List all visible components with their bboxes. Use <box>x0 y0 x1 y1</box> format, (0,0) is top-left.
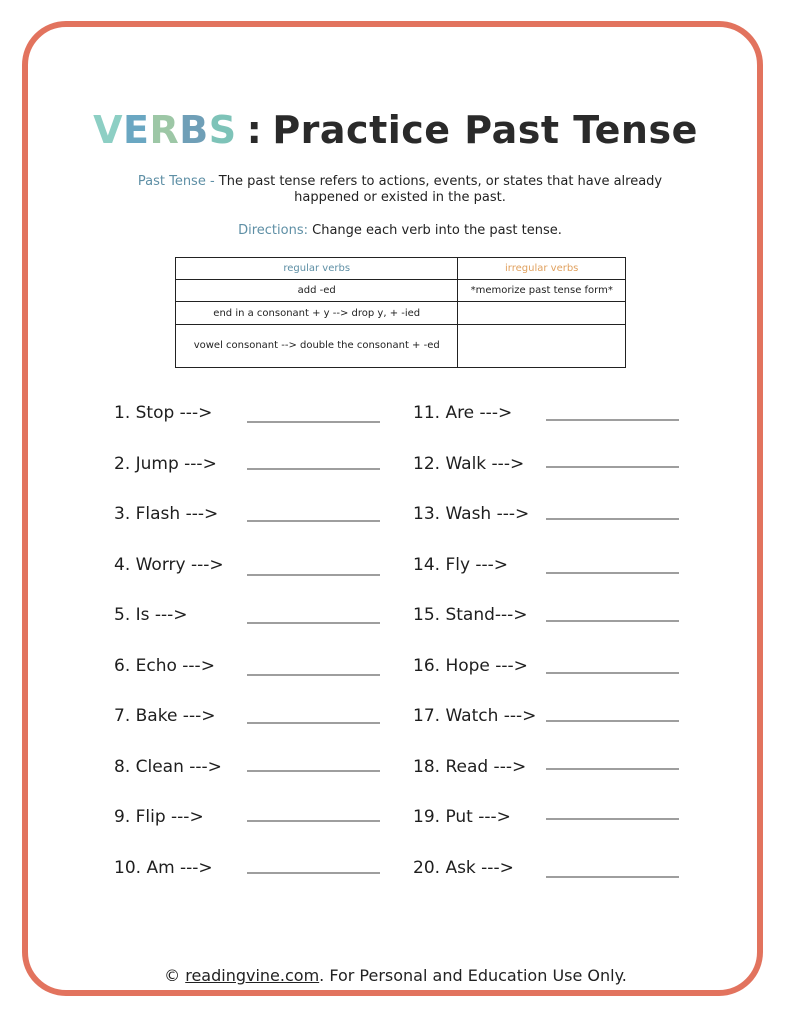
definition <box>120 174 680 206</box>
exercise-item-14: 14. Fly ---> <box>413 555 509 575</box>
footer <box>0 966 791 985</box>
answer-blank-3[interactable] <box>247 520 380 522</box>
answer-blank-5[interactable] <box>247 622 380 624</box>
table-row <box>176 324 626 367</box>
exercise-item-1: 1. Stop ---> <box>114 403 213 423</box>
directions-text: Change each verb into the past tense. <box>312 223 562 238</box>
exercise-item-7: 7. Bake ---> <box>114 706 216 726</box>
title-separator: : <box>246 108 263 152</box>
answer-blank-6[interactable] <box>247 674 380 676</box>
title-letter: B <box>179 108 209 152</box>
answer-blank-14[interactable] <box>546 572 679 574</box>
answer-blank-20[interactable] <box>546 876 679 878</box>
exercise-item-4: 4. Worry ---> <box>114 555 224 575</box>
answer-blank-17[interactable] <box>546 720 679 722</box>
definition-text: The past tense refers to actions, events, or states that have already happened or existed in the past. <box>218 174 663 205</box>
directions <box>120 223 680 238</box>
footer-text: . For Personal and Education Use Only. <box>319 966 627 985</box>
answer-blank-4[interactable] <box>247 574 380 576</box>
title-letter: E <box>123 108 150 152</box>
directions-label: Directions: <box>238 223 308 238</box>
exercise-item-15: 15. Stand---> <box>413 605 528 625</box>
answer-blank-2[interactable] <box>247 468 380 470</box>
exercise-item-5: 5. Is ---> <box>114 605 188 625</box>
title-letter: R <box>149 108 180 152</box>
answer-blank-18[interactable] <box>546 768 679 770</box>
exercise-item-8: 8. Clean ---> <box>114 757 222 777</box>
title-subtitle: Practice Past Tense <box>272 108 698 152</box>
exercise-item-20: 20. Ask ---> <box>413 858 514 878</box>
header-irregular-verbs: irregular verbs <box>458 258 626 280</box>
table-cell <box>458 302 626 324</box>
table-cell: add -ed <box>176 280 458 302</box>
page-title <box>0 108 791 152</box>
answer-blank-15[interactable] <box>546 620 679 622</box>
exercise-item-10: 10. Am ---> <box>114 858 213 878</box>
title-letter: V <box>93 108 124 152</box>
exercise-item-17: 17. Watch ---> <box>413 706 537 726</box>
answer-blank-7[interactable] <box>247 722 380 724</box>
copyright-symbol: © <box>164 966 181 985</box>
answer-blank-10[interactable] <box>247 872 380 874</box>
exercise-item-12: 12. Walk ---> <box>413 454 525 474</box>
answer-blank-8[interactable] <box>247 770 380 772</box>
exercise-item-3: 3. Flash ---> <box>114 504 219 524</box>
answer-blank-16[interactable] <box>546 672 679 674</box>
table-header-row <box>176 258 626 280</box>
exercise-item-19: 19. Put ---> <box>413 807 511 827</box>
exercise-item-13: 13. Wash ---> <box>413 504 530 524</box>
table-cell: *memorize past tense form* <box>458 280 626 302</box>
answer-blank-19[interactable] <box>546 818 679 820</box>
answer-blank-13[interactable] <box>546 518 679 520</box>
exercise-item-2: 2. Jump ---> <box>114 454 217 474</box>
exercise-item-11: 11. Are ---> <box>413 403 513 423</box>
table-cell <box>458 324 626 367</box>
exercise-item-9: 9. Flip ---> <box>114 807 204 827</box>
title-letter: S <box>208 108 237 152</box>
table-row <box>176 302 626 324</box>
table-cell: end in a consonant + y --> drop y, + -ied <box>176 302 458 324</box>
answer-blank-9[interactable] <box>247 820 380 822</box>
exercise-item-16: 16. Hope ---> <box>413 656 528 676</box>
exercise-item-6: 6. Echo ---> <box>114 656 215 676</box>
table-cell: vowel consonant --> double the consonant + -ed <box>176 324 458 367</box>
answer-blank-11[interactable] <box>546 419 679 421</box>
answer-blank-1[interactable] <box>247 421 380 423</box>
table-row <box>176 280 626 302</box>
header-regular-verbs: regular verbs <box>176 258 458 280</box>
exercise-item-18: 18. Read ---> <box>413 757 527 777</box>
definition-label: Past Tense - <box>137 174 215 189</box>
answer-blank-12[interactable] <box>546 466 679 468</box>
footer-link[interactable]: readingvine.com <box>185 966 320 985</box>
rules-table <box>175 257 626 368</box>
